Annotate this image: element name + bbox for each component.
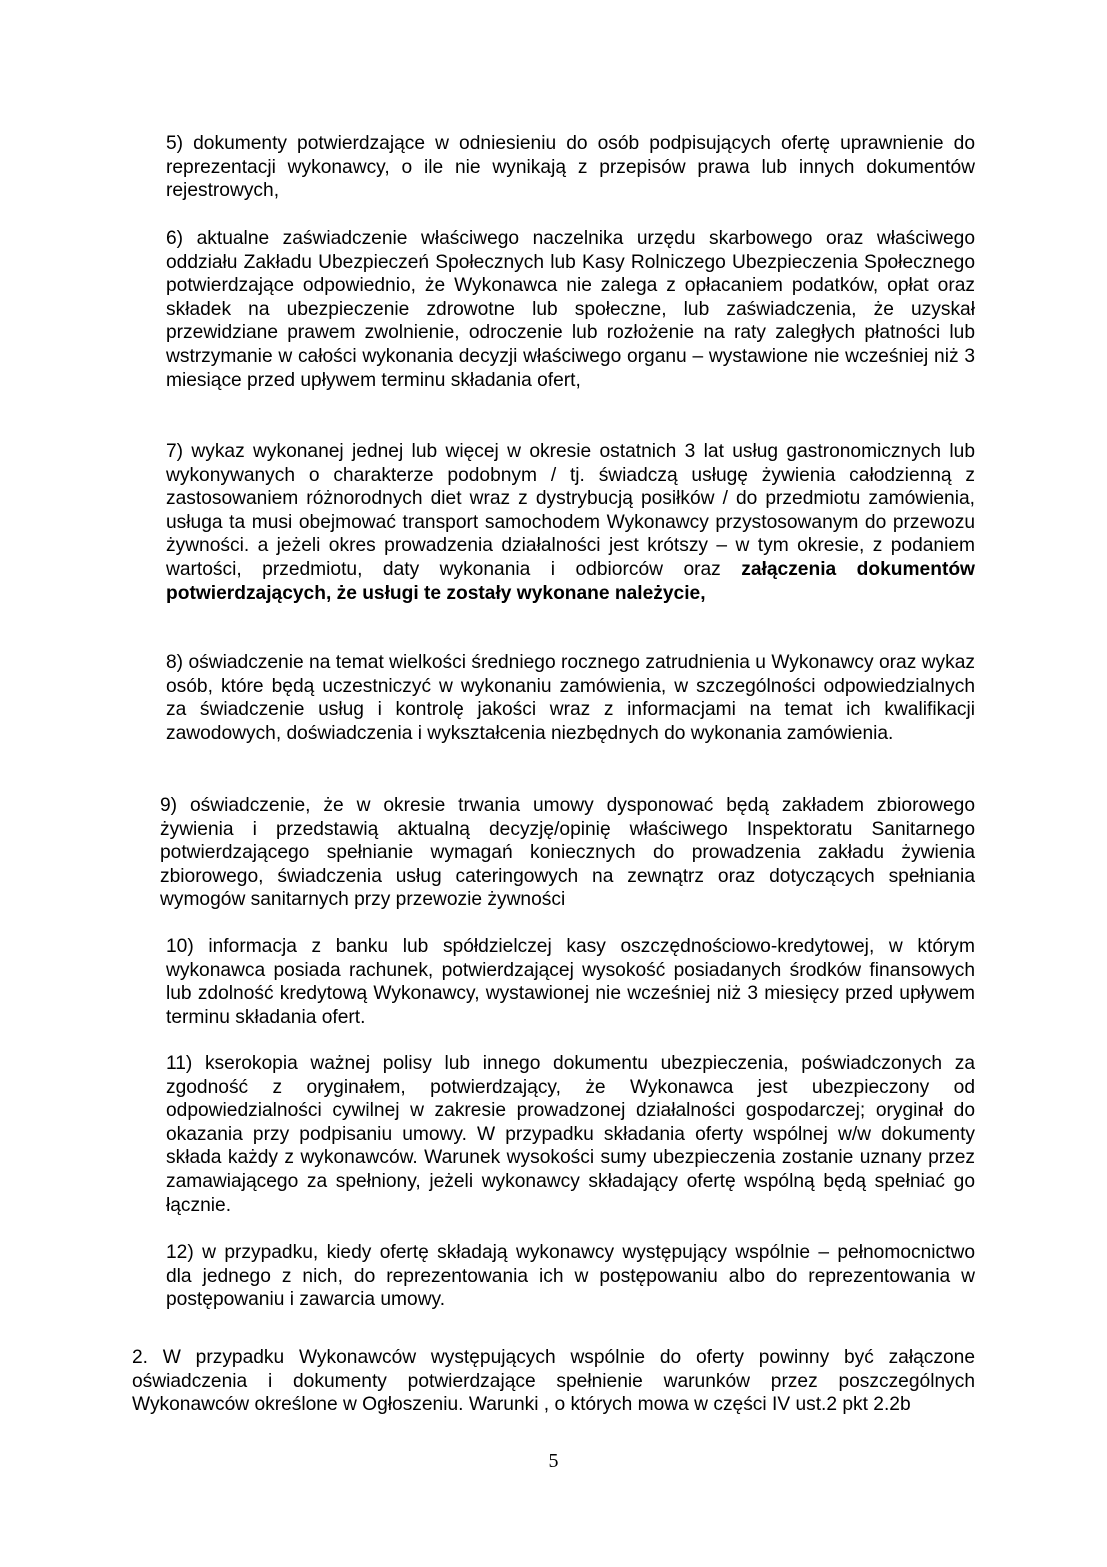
page-number: 5	[548, 1450, 559, 1472]
list-item-6: 6) aktualne zaświadczenie właściwego naczelnika urzędu skarbowego oraz właściwego oddziału Zakładu Ubezpieczeń Społecznych lub Kasy Rolniczego Ubezpieczenia Społecznego potwierdzające odpowiednio, że Wykonawca nie zalega z opłacaniem podatków, opłat oraz składek na ubezpieczenie zdrowotne lub społeczne, lub zaświadczenia, że uzyskał przewidziane prawem zwolnienie, odroczenie lub rozłożenie na raty zaległych płatności lub wstrzymanie w całości wykonania decyzji właściwego organu – wystawione nie wcześniej niż 3 miesiące przed upływem terminu składania ofert,	[166, 228, 975, 391]
list-item-11: 11) kserokopia ważnej polisy lub innego dokumentu ubezpieczenia, poświadczonych za zgodność z oryginałem, potwierdzający, że Wykonawca jest ubezpieczony od odpowiedzialności cywilnej w zakresie prowadzonej działalności gospodarczej; oryginał do okazania przy podpisaniu umowy. W przypadku składania oferty wspólnej w/w dokumenty składa każdy z wykonawców. Warunek wysokości sumy ubezpieczenia zostanie uznany przez zamawiającego za spełniony, jeżeli wykonawcy składający ofertę wspólną będą spełniać go łącznie.	[166, 1053, 975, 1216]
list-item-7	[166, 440, 975, 605]
list-item-8: 8) oświadczenie na temat wielkości średniego rocznego zatrudnienia u Wykonawcy oraz wykaz osób, które będą uczestniczyć w wykonaniu zamówienia, w szczególności odpowiedzialnych za świadczenie usług i kontrolę jakości wraz z informacjami na temat ich kwalifikacji zawodowych, doświadczenia i wykształcenia niezbędnych do wykonania zamówienia.	[166, 652, 975, 744]
list-item-10: 10) informacja z banku lub spółdzielczej kasy oszczędnościowo-kredytowej, w którym wykonawca posiada rachunek, potwierdzającej wysokość posiadanych środków finansowych lub zdolność kredytową Wykonawcy, wystawionej nie wcześniej niż 3 miesięcy przed upływem terminu składania ofert.	[166, 936, 975, 1028]
list-item-9: 9) oświadczenie, że w okresie trwania umowy dysponować będą zakładem zbiorowego żywienia i przedstawią aktualną decyzję/opinię właściwego Inspektoratu Sanitarnego potwierdzającego spełnianie wymagań koniecznych do prowadzenia zakładu żywienia zbiorowego, świadczenia usług cateringowych na zewnątrz oraz dotyczących spełniania wymogów sanitarnych przy przewozie żywności	[160, 795, 975, 911]
list-item-7-bold-text: załączenia dokumentów potwierdzających, że usługi te zostały wykonane należycie,	[166, 558, 975, 604]
section-2-paragraph: 2. W przypadku Wykonawców występujących wspólnie do oferty powinny być załączone oświadczenia i dokumenty potwierdzające spełnienie warunków przez poszczególnych Wykonawców określone w Ogłoszeniu. Warunki , o których mowa w części IV ust.2 pkt 2.2b	[132, 1347, 975, 1416]
list-item-5: 5) dokumenty potwierdzające w odniesieniu do osób podpisujących ofertę uprawnienie do reprezentacji wykonawcy, o ile nie wynikają z przepisów prawa lub innych dokumentów rejestrowych,	[166, 133, 975, 202]
list-item-12: 12) w przypadku, kiedy ofertę składają wykonawcy występujący wspólnie – pełnomocnictwo dla jednego z nich, do reprezentowania ich w postępowaniu albo do reprezentowania w postępowaniu i zawarcia umowy.	[166, 1242, 975, 1311]
list-item-7-text: 7) wykaz wykonanej jednej lub więcej w okresie ostatnich 3 lat usług gastronomicznych lub wykonywanych o charakterze podobnym / tj. świadczą usługę żywienia całodzienną z zastosowaniem różnorodnych diet wraz z dystrybucją posiłków / do przedmiotu zamówienia, usługa ta musi obejmować transport samochodem Wykonawcy przystosowanym do przewozu żywności. a jeżeli okres prowadzenia działalności jest krótszy – w tym okresie, z podaniem wartości, przedmiotu, daty wykonania i odbiorców oraz	[166, 441, 975, 580]
